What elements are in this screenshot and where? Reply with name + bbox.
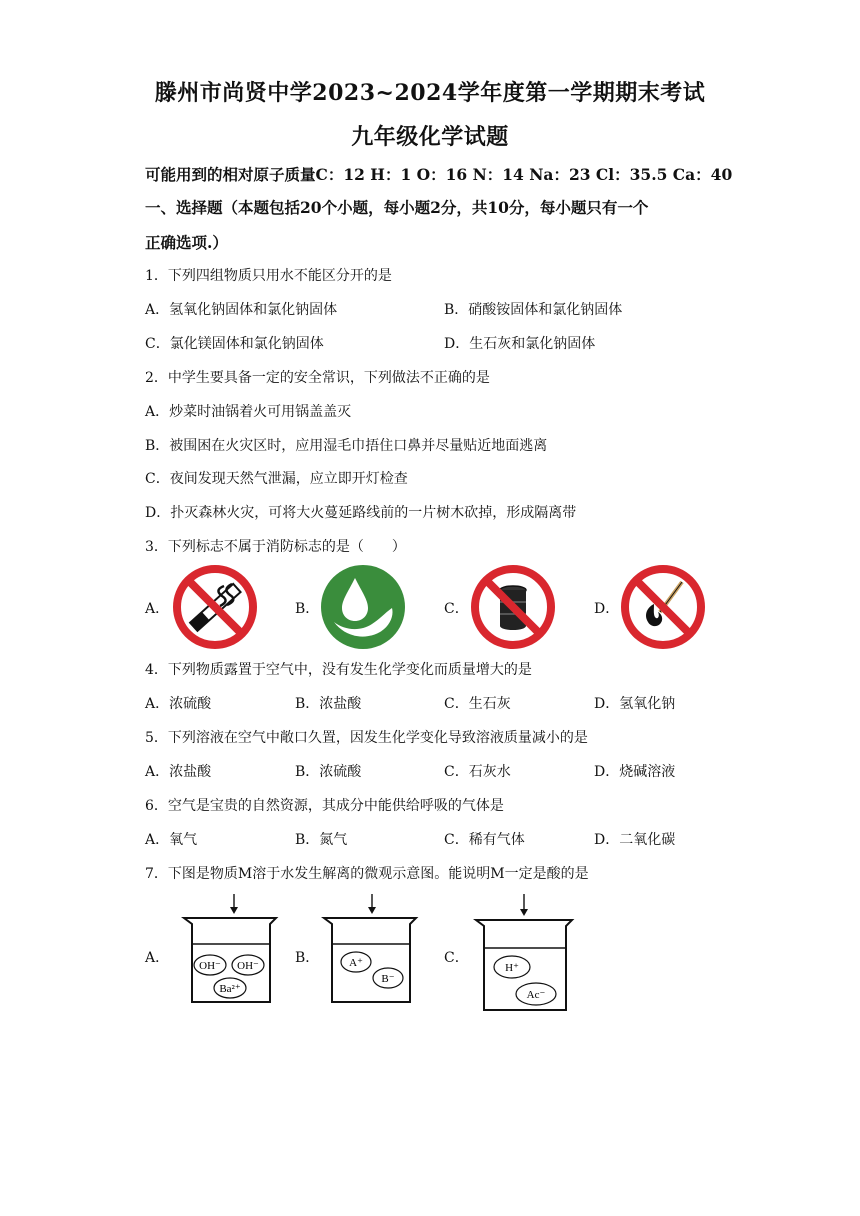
beaker-a-ion-oh-2: OH⁻ (237, 960, 259, 972)
q2-option-c: C．夜间发现天然气泄漏，应立即开灯检查 (145, 471, 408, 487)
q5-option-c: C．石灰水 (444, 764, 511, 780)
q1-option-a: A．氢氧化钠固体和氯化钠固体 (145, 302, 338, 318)
q3-label-c: C． (444, 601, 469, 617)
q1-stem: 1．下列四组物质只用水不能区分开的是 (145, 268, 392, 284)
beaker-b-diagram (320, 892, 420, 1010)
beaker-a-diagram (180, 892, 280, 1010)
beaker-b-ion-a: A⁺ (349, 957, 363, 969)
q1-option-b: B．硝酸铵固体和氯化钠固体 (444, 302, 623, 318)
q7-label-c: C． (444, 950, 469, 966)
beaker-c-diagram (472, 892, 576, 1018)
q2-option-d: D．扑灭森林火灾，可将大火蔓延路线前的一片树木砍掉，形成隔离带 (145, 505, 577, 521)
q6-option-b: B．氮气 (295, 832, 348, 848)
q6-stem: 6．空气是宝贵的自然资源，其成分中能供给呼吸的气体是 (145, 798, 504, 814)
q4-stem: 4．下列物质露置于空气中，没有发生化学变化而质量增大的是 (145, 662, 532, 678)
q2-stem: 2．中学生要具备一定的安全常识，下列做法不正确的是 (145, 370, 490, 386)
q2-option-b: B．被围困在火灾区时，应用湿毛巾捂住口鼻并尽量贴近地面逃离 (145, 438, 548, 454)
q5-option-d: D．烧碱溶液 (594, 764, 676, 780)
beaker-c-ion-ac: Ac⁻ (526, 989, 546, 1001)
q7-label-b: B． (295, 950, 320, 966)
q6-option-d: D．二氧化碳 (594, 832, 676, 848)
water-saving-icon (320, 564, 406, 654)
q7-stem: 7．下图是物质M溶于水发生解离的微观示意图。能说明M一定是酸的是 (145, 866, 589, 882)
no-open-flame-icon (620, 564, 706, 654)
q6-option-a: A．氧气 (145, 832, 198, 848)
q3-label-a: A． (145, 601, 170, 617)
exam-title: 滕州市尚贤中学2023~2024学年度第一学期期末考试 (154, 80, 706, 106)
beaker-a-ion-oh-1: OH⁻ (199, 960, 221, 972)
q7-label-a: A． (145, 950, 170, 966)
q3-stem: 3．下列标志不属于消防标志的是（ ） (145, 539, 406, 555)
q5-option-a: A．浓盐酸 (145, 764, 212, 780)
section-heading-line1: 一、选择题（本题包括20个小题，每小题2分，共10分，每小题只有一个 (145, 198, 649, 217)
beaker-c-ion-h: H⁺ (505, 962, 519, 974)
exam-subtitle: 九年级化学试题 (351, 124, 509, 150)
q1-option-c: C．氯化镁固体和氯化钠固体 (145, 336, 324, 352)
q6-option-c: C．稀有气体 (444, 832, 525, 848)
q3-label-d: D． (594, 601, 620, 617)
section-heading-line2: 正确选项.） (145, 233, 228, 252)
atomic-mass-line: 可能用到的相对原子质量C：12 H：1 O：16 N：14 Na：23 Cl：35.5 Ca：40 (145, 165, 733, 184)
no-smoking-icon (172, 564, 258, 654)
q4-option-b: B．浓盐酸 (295, 696, 362, 712)
q4-option-a: A．浓硫酸 (145, 696, 212, 712)
q5-stem: 5．下列溶液在空气中敞口久置，因发生化学变化导致溶液质量减小的是 (145, 730, 588, 746)
no-flammable-barrel-icon (470, 564, 556, 654)
q4-option-c: C．生石灰 (444, 696, 511, 712)
q1-option-d: D．生石灰和氯化钠固体 (444, 336, 596, 352)
beaker-b-ion-b: B⁻ (381, 973, 395, 985)
beaker-a-ion-ba: Ba²⁺ (219, 983, 241, 995)
q2-option-a: A．炒菜时油锅着火可用锅盖盖灭 (145, 404, 352, 420)
q5-option-b: B．浓硫酸 (295, 764, 362, 780)
q3-label-b: B． (295, 601, 320, 617)
q4-option-d: D．氢氧化钠 (594, 696, 676, 712)
